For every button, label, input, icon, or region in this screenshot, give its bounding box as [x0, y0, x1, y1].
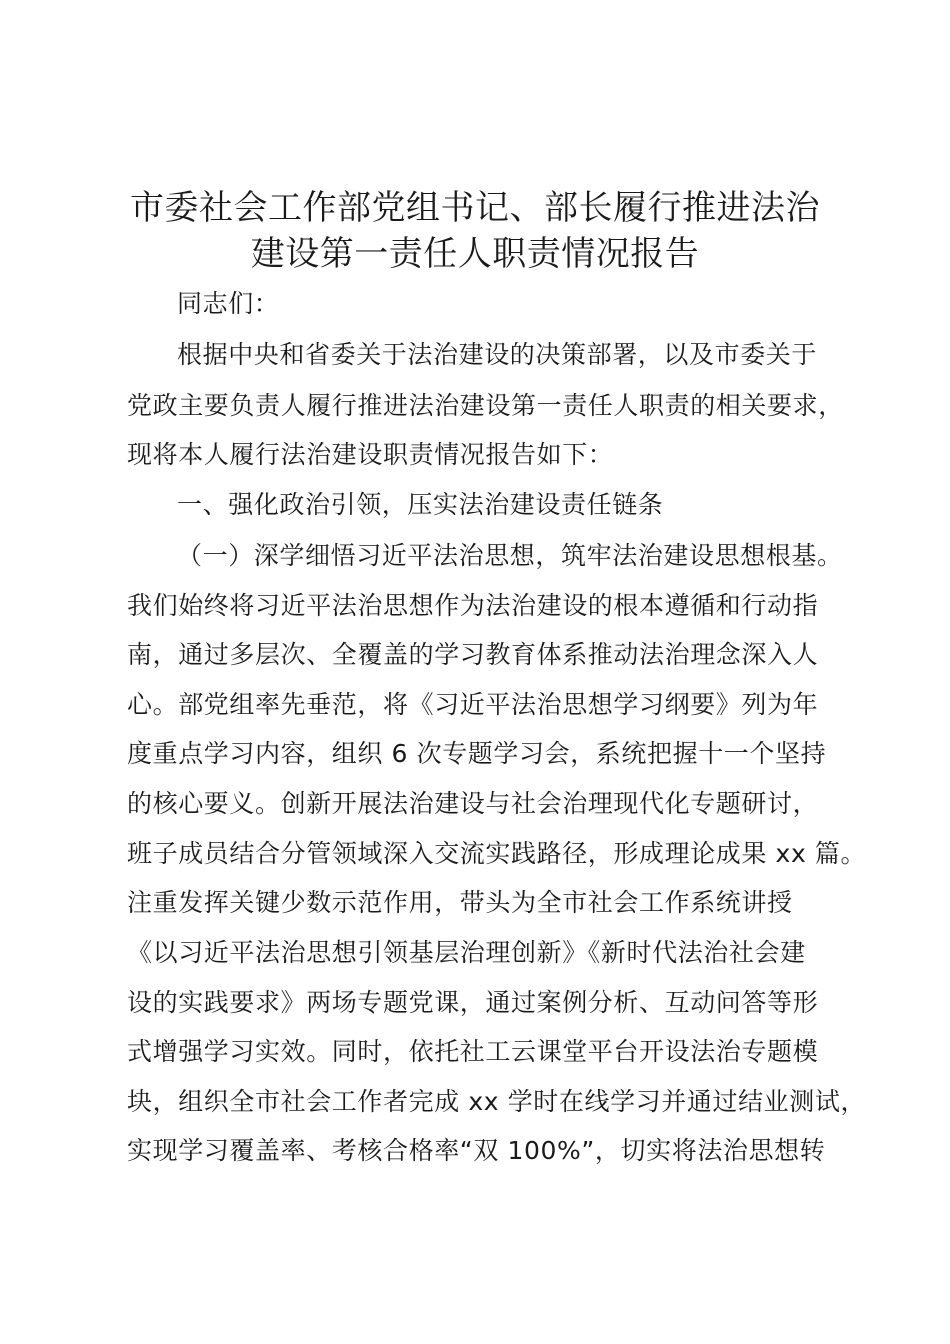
paragraph-line: 设的实践要求》两场专题党课，通过案例分析、互动问答等形 — [127, 988, 819, 1017]
paragraph-line: 注重发挥关键少数示范作用，带头为全市社会工作系统讲授 — [127, 888, 793, 917]
document-title-line-1: 市委社会工作部党组书记、部长履行推进法治 — [130, 188, 820, 228]
document-title-line-2: 建设第一责任人职责情况报告 — [250, 234, 700, 274]
paragraph-line: 我们始终将习近平法治思想作为法治建设的根本遵循和行动指 — [127, 591, 819, 620]
paragraph-line: 党政主要负责人履行推进法治建设第一责任人职责的相关要求， — [127, 391, 844, 420]
paragraph-line: 《以习近平法治思想引领基层治理创新》《新时代法治社会建 — [127, 938, 806, 967]
paragraph-line: 实现学习覆盖率、考核合格率“双 100%”，切实将法治思想转 — [127, 1136, 826, 1165]
section-heading: 一、强化政治引领，压实法治建设责任链条 — [177, 490, 664, 519]
paragraph-line: 现将本人履行法治建设职责情况报告如下： — [127, 440, 614, 469]
salutation: 同志们： — [177, 289, 280, 318]
paragraph-line: 心。部党组率先垂范，将《习近平法治思想学习纲要》列为年 — [127, 690, 819, 719]
paragraph-line: 度重点学习内容，组织 6 次专题学习会，系统把握十一个坚持 — [127, 739, 827, 768]
paragraph-line: 块，组织全市社会工作者完成 xx 学时在线学习并通过结业测试， — [127, 1087, 867, 1116]
paragraph-line: 的核心要义。创新开展法治建设与社会治理现代化专题研讨， — [127, 789, 819, 818]
subsection-heading: （一）深学细悟习近平法治思想，筑牢法治建设思想根基。 — [177, 541, 843, 570]
paragraph-line: 式增强学习实效。同时，依托社工云课堂平台开设法治专题模 — [127, 1037, 819, 1066]
paragraph-line: 南，通过多层次、全覆盖的学习教育体系推动法治理念深入人 — [127, 640, 819, 669]
paragraph-line: 班子成员结合分管领域深入交流实践路径，形成理论成果 xx 篇。 — [127, 839, 867, 868]
paragraph-line: 根据中央和省委关于法治建设的决策部署，以及市委关于 — [177, 340, 818, 369]
